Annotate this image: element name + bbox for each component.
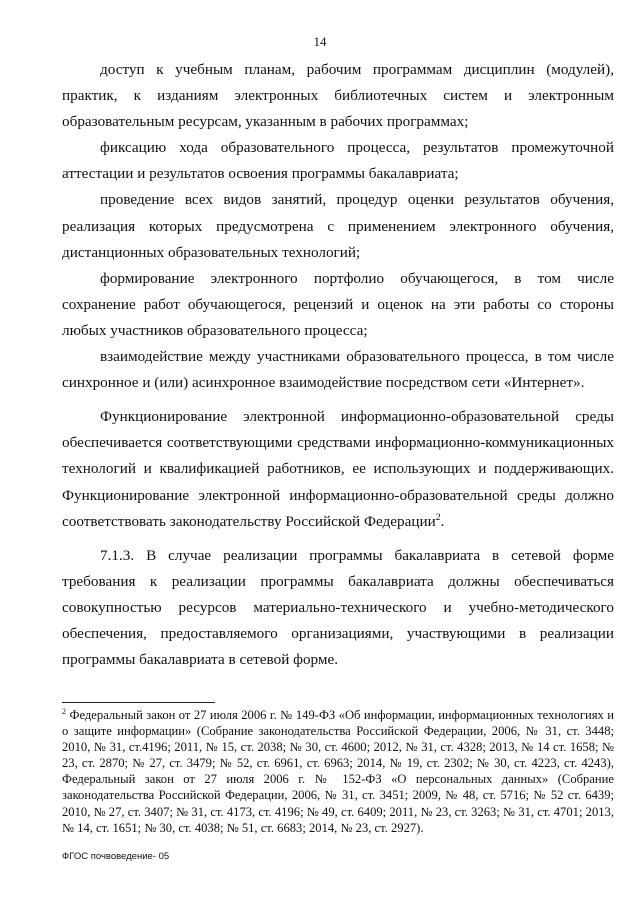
paragraph-classes: проведение всех видов занятий, процедур оценки результатов обучения, реализация которых предусмотрена с применением электронного обучения, дистанционных образовательных технологий; bbox=[62, 191, 614, 261]
paragraph-fixation: фиксацию хода образовательного процесса, результатов промежуточной аттестации и результатов освоения программы бакалавриата; bbox=[62, 139, 614, 183]
paragraph-functioning-text: Функционирование электронной информационно-образовательной среды обеспечивается соответствующими средствами информационно-коммуникационных технологий и квалификацией работников, ее использующих и поддерживающих. Функционирование электронной информационно-образовательной среды должно соответствовать законодательству Российской Федерации bbox=[62, 408, 614, 530]
paragraph-functioning bbox=[62, 404, 614, 534]
footnote-paragraph bbox=[62, 707, 614, 836]
footnote bbox=[62, 707, 614, 836]
footnote-marker: 2 bbox=[62, 706, 67, 716]
paragraph-interaction: взаимодействие между участниками образовательного процесса, в том числе синхронное и (или) асинхронное взаимодействие посредством сети «Интернет». bbox=[62, 348, 614, 392]
paragraph-access: доступ к учебным планам, рабочим программам дисциплин (модулей), практик, к изданиям электронных библиотечных систем и электронным образовательным ресурсам, указанным в рабочих программах; bbox=[62, 61, 614, 131]
paragraph-network-form: 7.1.3. В случае реализации программы бакалавриата в сетевой форме требования к реализации программы бакалавриата должны обеспечиваться совокупностью ресурсов материально-технического и учебно-методического обеспечения, предоставляемого организациями, участвующими в реализации программы бакалавриата в сетевой форме. bbox=[62, 546, 614, 669]
page-footer: ФГОС почвоведение- 05 bbox=[62, 851, 170, 862]
document-body bbox=[62, 57, 614, 673]
paragraph-functioning-end: . bbox=[440, 512, 445, 530]
footnote-reference: 2 bbox=[435, 511, 441, 523]
paragraph-portfolio: формирование электронного портфолио обучающегося, в том числе сохранение работ обучающегося, рецензий и оценок на эти работы со стороны любых участников образовательного процесса; bbox=[62, 269, 614, 339]
page-number: 14 bbox=[313, 34, 327, 49]
footnote-separator bbox=[62, 702, 215, 703]
footnote-text: Федеральный закон от 27 июля 2006 г. № 149-ФЗ «Об информации, информационных технологиях и о защите информации» (Собрание законодательства Российской Федерации, 2006, № 31, ст. 3448; 2010, № 31, ст.4196; 2011, № 15, ст. 2038; № 30, ст. 4600; 2012, № 31, ст. 4328; 2013, № 14 ст. 1658; № 23, ст. 2870; № 27, ст. 3479; № 52, ст. 6961, ст. 6963; 2014, № 19, ст. 2302; № 30, ст. 4223, ст. 4243), Федеральный закон от 27 июля 2006 г. № 152-ФЗ «О персональных данных» (Собрание законодательства Российской Федерации, 2006, № 31, ст. 3451; 2009, № 48, ст. 5716; № 52 ст. 6439; 2010, № 27, ст. 3407; № 31, ст. 4173, ст. 4196; № 49, ст. 6409; 2011, № 23, ст. 3263; № 31, ст. 4701; 2013, № 14, ст. 1651; № 30, ст. 4038; № 51, ст. 6683; 2014, № 23, ст. 2927). bbox=[62, 708, 614, 835]
